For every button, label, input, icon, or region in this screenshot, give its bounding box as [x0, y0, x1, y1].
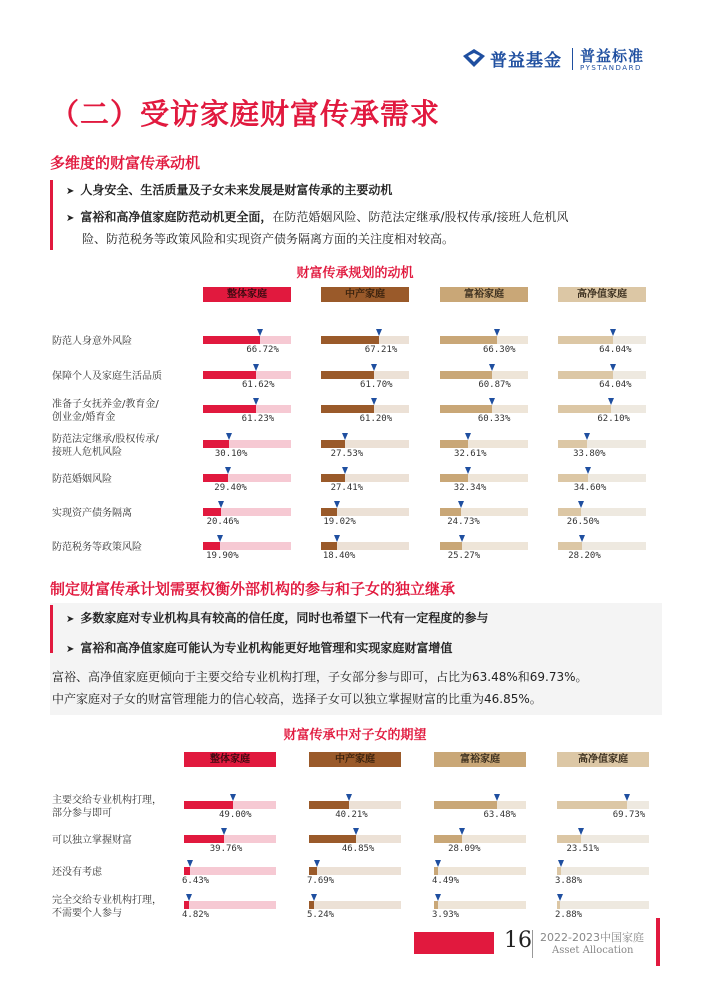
bar [440, 405, 492, 413]
section2-bullet-2: ➤ 富裕和高净值家庭可能认为专业机构能更好地管理和实现家庭财富增值 [66, 641, 453, 655]
value-marker-icon [465, 433, 471, 440]
value-marker-icon [314, 860, 320, 867]
value-marker-icon [435, 860, 441, 867]
bar [184, 901, 189, 909]
row-label-line: 还没有考虑 [52, 867, 102, 878]
value-marker-icon [578, 501, 584, 508]
logo-standard-en: PYSTANDARD [580, 64, 642, 72]
data-label: 28.20% [568, 551, 601, 561]
row-label [52, 433, 159, 459]
row-label-line: 实现资产债务隔离 [52, 508, 132, 519]
footer-right-bar [656, 918, 660, 966]
row-label-line: 防范税务等政策风险 [52, 542, 142, 553]
value-marker-icon [225, 467, 231, 474]
bar-track [557, 901, 649, 909]
bar-track [434, 901, 526, 909]
row-label [52, 794, 162, 820]
bar [203, 405, 256, 413]
arrow-icon: ➤ [66, 186, 75, 197]
data-label: 5.24% [307, 910, 335, 920]
bar [558, 440, 587, 448]
bar [321, 440, 345, 448]
row-label-line: 准备子女抚养金/教育金/ [52, 399, 159, 410]
row-label-line: 主要交给专业机构打理， [52, 795, 162, 806]
logo-standard-text: 普益标准 [580, 47, 645, 65]
bar [203, 542, 220, 550]
column-header: 中产家庭 [309, 752, 401, 767]
bar [321, 405, 374, 413]
data-label: 32.34% [453, 483, 487, 493]
bar [309, 801, 349, 809]
section2-bullet-1: ➤ 多数家庭对专业机构具有较高的信任度，同时也希望下一代有一定程度的参与 [66, 611, 489, 625]
value-marker-icon [221, 828, 227, 835]
data-label: 33.80% [573, 449, 606, 459]
value-marker-icon [494, 329, 500, 336]
bar [321, 336, 379, 344]
value-marker-icon [334, 535, 340, 542]
value-marker-icon [371, 398, 377, 405]
bar [184, 867, 190, 875]
row-label-line: 完全交给专业机构打理， [52, 895, 162, 906]
data-label: 61.20% [359, 414, 393, 424]
arrow-icon: ➤ [66, 213, 75, 224]
row-label-line: 防范法定继承/股权传承/ [52, 434, 159, 445]
value-marker-icon [346, 794, 352, 801]
data-label: 62.10% [597, 414, 630, 424]
data-label: 20.46% [206, 517, 240, 527]
data-label: 61.70% [360, 380, 393, 390]
page-title: （二）受访家庭财富传承需求 [50, 97, 441, 131]
data-label: 19.02% [323, 517, 356, 527]
value-marker-icon [489, 398, 495, 405]
data-label: 24.73% [447, 517, 480, 527]
bar [440, 508, 461, 516]
bar [557, 801, 627, 809]
value-marker-icon [226, 433, 232, 440]
row-label [52, 398, 159, 424]
bar [321, 474, 345, 482]
data-label: 4.49% [432, 876, 460, 886]
row-label-line: 可以独立掌握财富 [52, 835, 132, 846]
data-label: 69.73% [612, 810, 646, 820]
row-label [52, 370, 162, 383]
section2-accent-bar [50, 605, 53, 653]
data-label: 60.87% [478, 380, 511, 390]
bar [321, 542, 337, 550]
row-label-line: 防范人身意外风险 [52, 336, 132, 347]
row-label-line: 部分参与即可 [52, 808, 112, 819]
value-marker-icon [376, 329, 382, 336]
footer-divider [532, 930, 533, 958]
logo-divider [572, 48, 573, 70]
bar-track [309, 867, 401, 875]
section1-bullet-2-cont: 险、防范税务等政策风险和实现资产债务隔离方面的关注度相对较高。 [82, 232, 455, 246]
value-marker-icon [253, 398, 259, 405]
data-label: 28.09% [448, 844, 481, 854]
data-label: 4.82% [182, 910, 210, 920]
data-label: 63.48% [483, 810, 516, 820]
section2-paragraph-2: 中产家庭对子女的财富管理能力的信心较高，选择子女可以独立掌握财富的比重为46.85%。 [52, 692, 542, 706]
chart-title: 财富传承规划的动机 [296, 266, 414, 281]
data-label: 64.04% [599, 380, 632, 390]
logo-main-text: 普益基金 [490, 51, 562, 71]
column-header: 整体家庭 [184, 752, 276, 767]
value-marker-icon [465, 467, 471, 474]
value-marker-icon [253, 364, 259, 371]
data-label: 40.21% [335, 810, 368, 820]
bar [440, 474, 468, 482]
row-label-line: 防范婚姻风险 [52, 474, 112, 485]
data-label: 60.33% [477, 414, 511, 424]
data-label: 27.41% [330, 483, 364, 493]
column-header: 富裕家庭 [434, 752, 526, 767]
footer-red-block [414, 932, 494, 954]
value-marker-icon [610, 329, 616, 336]
column-header: 富裕家庭 [440, 287, 528, 302]
data-label: 67.21% [364, 345, 398, 355]
bar [558, 542, 582, 550]
bar [321, 371, 374, 379]
row-label [52, 473, 112, 486]
value-marker-icon [186, 894, 192, 901]
value-marker-icon [610, 364, 616, 371]
row-label [52, 507, 132, 520]
value-marker-icon [334, 501, 340, 508]
bar [440, 542, 462, 550]
bar [203, 371, 256, 379]
bar [203, 474, 228, 482]
row-label-line: 保障个人及家庭生活品质 [52, 371, 162, 382]
value-marker-icon [584, 433, 590, 440]
row-label [52, 834, 132, 847]
data-label: 3.93% [432, 910, 460, 920]
column-header: 中产家庭 [321, 287, 409, 302]
data-label: 30.10% [214, 449, 248, 459]
data-label: 66.72% [246, 345, 279, 355]
value-marker-icon [494, 794, 500, 801]
value-marker-icon [342, 467, 348, 474]
row-label [52, 335, 132, 348]
bar [440, 440, 468, 448]
section2-paragraph-1: 富裕、高净值家庭更倾向于主要交给专业机构打理，子女部分参与即可，占比为63.48%和69.73%。 [52, 670, 588, 684]
arrow-icon: ➤ [66, 644, 75, 655]
chart-title: 财富传承中对子女的期望 [283, 728, 427, 743]
section2-title: 制定财富传承计划需要权衡外部机构的参与和子女的独立继承 [50, 580, 456, 598]
value-marker-icon [489, 364, 495, 371]
data-label: 34.60% [573, 483, 607, 493]
value-marker-icon [558, 860, 564, 867]
column-header: 高净值家庭 [557, 752, 649, 767]
data-label: 2.88% [555, 910, 583, 920]
value-marker-icon [311, 894, 317, 901]
value-marker-icon [459, 828, 465, 835]
bar [558, 336, 613, 344]
arrow-icon: ➤ [66, 614, 75, 625]
section1-accent-bar [50, 180, 53, 250]
value-marker-icon [435, 894, 441, 901]
bar [309, 867, 317, 875]
bar [203, 440, 229, 448]
data-label: 49.00% [219, 810, 252, 820]
value-marker-icon [458, 501, 464, 508]
row-label-line: 接班人危机风险 [52, 447, 122, 458]
footer-report-subtitle: Asset Allocation [552, 945, 634, 956]
data-label: 66.30% [483, 345, 516, 355]
bar [558, 371, 613, 379]
bar [309, 901, 314, 909]
bar-track [309, 901, 401, 909]
logo-mark-icon [462, 48, 486, 68]
value-marker-icon [230, 794, 236, 801]
value-marker-icon [257, 329, 263, 336]
value-marker-icon [578, 828, 584, 835]
section1-bullet-2: ➤ 富裕和高净值家庭防范动机更全面，在防范婚姻风险、防范法定继承/股权传承/接班人危机风 [66, 210, 569, 224]
bar [434, 835, 462, 843]
value-marker-icon [218, 501, 224, 508]
bar [203, 508, 221, 516]
column-header: 高净值家庭 [558, 287, 646, 302]
data-label: 18.40% [322, 551, 356, 561]
value-marker-icon [353, 828, 359, 835]
data-label: 26.50% [566, 517, 600, 527]
value-marker-icon [579, 535, 585, 542]
bar [558, 405, 611, 413]
bar-track [557, 867, 649, 875]
bar [440, 336, 497, 344]
bar [557, 901, 560, 909]
value-marker-icon [557, 894, 563, 901]
data-label: 61.62% [241, 380, 275, 390]
row-label [52, 894, 162, 920]
row-label-line: 创业金/婚育金 [52, 412, 116, 423]
data-label: 32.61% [454, 449, 487, 459]
bar-track [184, 867, 276, 875]
data-label: 3.88% [555, 876, 583, 886]
bar [434, 801, 497, 809]
footer-report-title: 2022-2023中国家庭 [540, 931, 644, 944]
data-label: 7.69% [307, 876, 335, 886]
section1-title: 多维度的财富传承动机 [50, 154, 201, 172]
bar [321, 508, 337, 516]
row-label [52, 866, 102, 879]
value-marker-icon [608, 398, 614, 405]
bar-track [184, 901, 276, 909]
row-label [52, 541, 142, 554]
data-label: 6.43% [182, 876, 210, 886]
value-marker-icon [624, 794, 630, 801]
value-marker-icon [371, 364, 377, 371]
value-marker-icon [342, 433, 348, 440]
bar [309, 835, 356, 843]
data-label: 27.53% [330, 449, 364, 459]
data-label: 61.23% [241, 414, 275, 424]
bar [557, 835, 581, 843]
page-number: 16 [504, 928, 532, 953]
bar [558, 508, 581, 516]
data-label: 64.04% [599, 345, 632, 355]
data-label: 29.40% [214, 483, 247, 493]
value-marker-icon [585, 467, 591, 474]
data-label: 25.27% [447, 551, 481, 561]
data-label: 23.51% [566, 844, 600, 854]
data-label: 46.85% [341, 844, 375, 854]
bar [184, 801, 233, 809]
value-marker-icon [217, 535, 223, 542]
column-header: 整体家庭 [203, 287, 291, 302]
data-label: 39.76% [209, 844, 243, 854]
bar [203, 336, 260, 344]
bar [440, 371, 492, 379]
value-marker-icon [187, 860, 193, 867]
bar [557, 867, 561, 875]
bar [434, 867, 438, 875]
row-label-line: 不需要个人参与 [52, 908, 122, 919]
bar [184, 835, 224, 843]
bar [558, 474, 588, 482]
bar-track [434, 867, 526, 875]
bar [434, 901, 438, 909]
value-marker-icon [459, 535, 465, 542]
data-label: 19.90% [206, 551, 239, 561]
section1-bullet-1: ➤ 人身安全、生活质量及子女未来发展是财富传承的主要动机 [66, 183, 393, 197]
